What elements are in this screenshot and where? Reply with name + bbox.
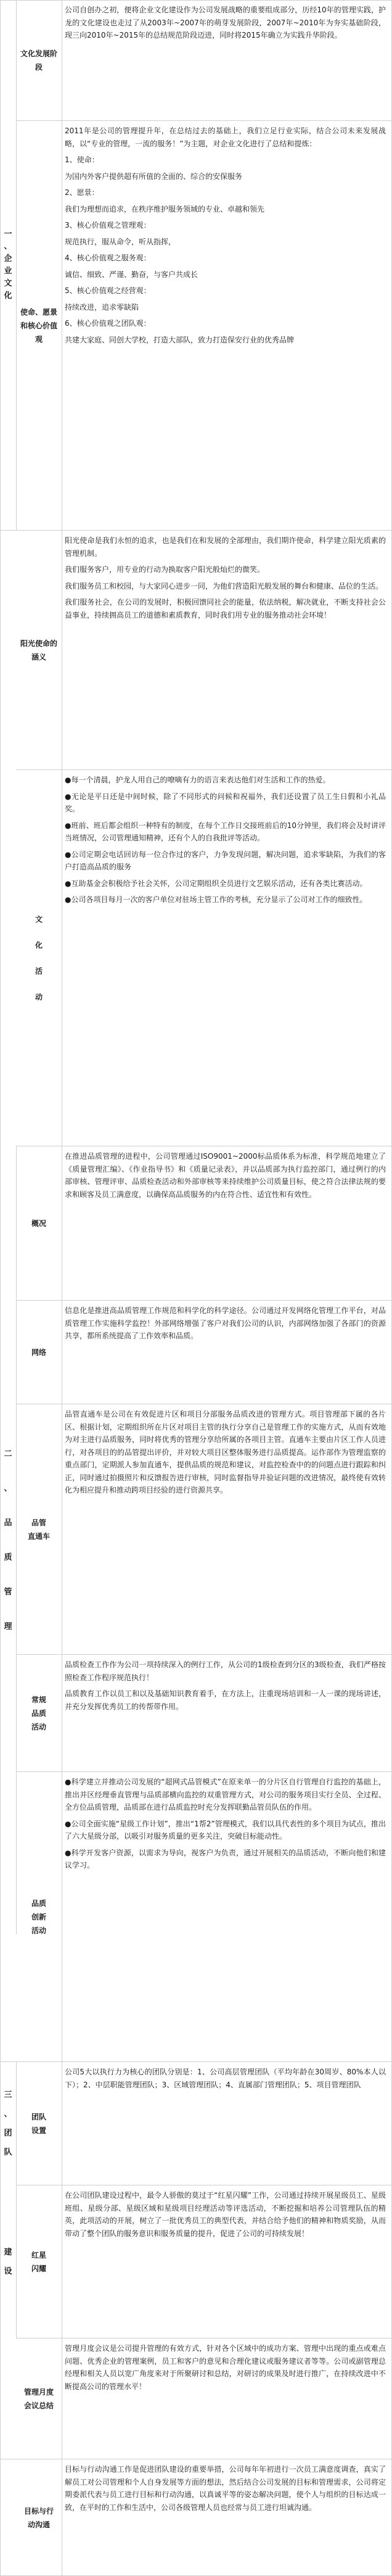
section-two-char: 质 xyxy=(4,1552,12,1562)
section-one-char: 业 xyxy=(4,267,12,276)
row-content xyxy=(62,0,388,121)
content-paragraph: ●公司各项目每月一次的客户单位对驻场主管工作的考核，充分显示了公司对工作的细致性。 xyxy=(65,895,367,904)
row-content xyxy=(62,531,388,770)
row-label xyxy=(16,770,62,1146)
row-label-text: 管理月度 xyxy=(23,2388,54,2396)
content-paragraph: ●科学建立并推动公司发展的“超网式品管模式”在原来单一的分片区自行管理自行监控的基础上，推出并区经理垂直管理与品质部横向监控的双重管理方式，对公司的服务项目实行全员、全过程、全方位品质管理，品质部在进行品质监控时充分发挥联勤品管员队伍的作用。 xyxy=(65,1778,386,1812)
content-paragraph: 我们服务员工和校园，与大家同心进步一同，为他们营造阳光般发展的舞台和健康、品位的生活。 xyxy=(65,581,383,590)
table-row xyxy=(0,121,392,531)
section-two-char: 品 xyxy=(4,1518,12,1528)
row-label xyxy=(16,531,62,770)
row-label-text: 活 xyxy=(35,967,43,975)
section-char: 三 xyxy=(4,2090,12,2100)
row-content xyxy=(62,2185,388,2338)
row-content xyxy=(62,1655,388,1772)
row-label-text: 会议总结 xyxy=(23,2401,54,2410)
table-row xyxy=(0,1404,392,1655)
content-paragraph: 品管直通车是公司在有效促进片区和项目分部服务品质改进的管理方式。项目管理部下属的各片区、根据计划，定期组织所在片区对项目主管的执行分享自己是管理工作的实施方式，从而有效地为对主进行品质服务，同时将优秀的管理分享给所属的各项目主管。直通车主要由片区工作人员进行，对各项目的的品管提出评价，并对较大项目区整体服务进行品质提高。运作部作为管理监察的重点部门，定期派人参加直通车，提供品质的规范和建议，对监控检查中的的问题点进行跟踪和纠正，同时通过拍摄照片和反馈报告进行审核，同时监督指导并验证问题的改进情况，最终使有效转化为相应提升和推动跨项目经验的进行资源共享。 xyxy=(65,1410,386,1494)
content-paragraph: 管理月度会议是公司提升管理的有效方式，针对各个区域中的成功方案、管理中出现的重点或难点问题、优秀企业的管理案例，员工和客户的意见和合理化建议或服务建议者等等。公司或副管理总经理和相关人员以宽广角度来对于所聚研讨和总结，对研讨的成果及时进行推广，在持续改进中不断提高公司的管理水平！ xyxy=(65,2344,386,2391)
content-paragraph: 4、核心价值观之服务观： xyxy=(65,254,151,262)
table-row xyxy=(0,531,392,770)
table-row xyxy=(0,1301,392,1404)
table-row xyxy=(0,1655,392,1772)
content-paragraph: 3、核心价值观之管理观： xyxy=(65,221,151,230)
section-char: 队 xyxy=(4,2148,12,2157)
content-paragraph: 共建大家庭、同创大学校，打造大部队，致力打造保安行业的优秀品牌 xyxy=(65,335,295,344)
content-paragraph: ●科学开发客户资源，以需求为导向，视客户为负责，通过开展相关的品质活动，不断向他们和建议学习。 xyxy=(65,1848,386,1870)
row-label-text: 红星 xyxy=(31,2251,46,2259)
content-paragraph: 我们服务社会，在公司的发展时，积极回馈同社会的能量，依法纳税，解决就业，不断支持社会公益事业，持续拥高员工的道德和素质教育，同时我们用专业的服务推动社会环境！ xyxy=(65,598,386,619)
content-paragraph: 6、核心价值观之团队观： xyxy=(65,319,151,328)
row-label-text: 品管 xyxy=(31,1518,46,1527)
content-paragraph: 持续改进，追求零缺陷 xyxy=(65,302,139,312)
row-content xyxy=(62,121,388,531)
section-char: 建 xyxy=(4,2248,12,2257)
row-content xyxy=(62,2062,388,2185)
row-content xyxy=(62,2338,388,2459)
content-paragraph: 诚信、细致、严谨、勤奋，与客户共成长 xyxy=(65,270,198,279)
row-content xyxy=(62,2459,388,2576)
content-paragraph: 品质教育工作以员工和以及基础知识教育着手，在方法上，注重现场培训和一人一课的现场讲述，并充分发挥优秀员工的传帮带作用。 xyxy=(65,1689,386,1711)
row-label-text: 常规 xyxy=(31,1696,46,1704)
row-label-text: 阳光使命的涵义 xyxy=(20,639,58,661)
row-label xyxy=(16,2185,62,2338)
row-content xyxy=(62,1301,388,1404)
row-label xyxy=(16,2062,62,2185)
row-label xyxy=(16,0,62,121)
content-paragraph: ●公司定期会电话回访每一位合作过的客户，力争发现问题，解决问题，追求零缺陷，为我们的客户打造高品质的服务 xyxy=(65,850,386,871)
row-label xyxy=(16,1772,62,2062)
content-paragraph: 为国内外客户提供超有所值的全面的、综合的安保服务 xyxy=(65,172,243,181)
section-two-char: 管 xyxy=(4,1587,12,1597)
table-row xyxy=(0,770,392,1146)
row-label-text: 化 xyxy=(35,941,43,950)
section-cell xyxy=(0,2185,17,2338)
row-content xyxy=(62,1146,388,1301)
row-label-text: 概况 xyxy=(31,1219,46,1228)
content-paragraph: 公司5大以执行力为核心的团队分别是：1、公司高层管理团队（平均年龄在30周岁、80%本人以下）；2、中层职能管理团队；3、区域管理团队；4、直属部门管理团队；5、项目管理团队 xyxy=(65,2068,386,2089)
content-paragraph: ●互助基金会积极给予社会关怀，公司定期组织全员进行文艺娱乐活动，还有各类比赛活动。 xyxy=(65,879,367,888)
row-label-text: 闪耀 xyxy=(31,2264,46,2273)
content-paragraph: 信息化是推进高品质管理工作规范和科学化的科学途径。公司通过开发网络化管理工作平台，对品质管理工作实施科学监控！外部网络增强了客户对我们公司的认识，内部网络加强了各部门的资源共享，都所系统提高了工作效率和品质。 xyxy=(65,1306,386,1340)
content-paragraph: 公司自创办之初，便将企业文化建设作为公司发展战略的重要组成部分，历经10年的管理实践，护龙的文化建设也走过了从2003年~2007年的萌芽发展阶段，2007年~2010年为夯实基础阶段，现三向2010年~2015年的总结规范阶段迈进，同时将2015年确立为实践升华阶段。 xyxy=(65,6,386,39)
content-paragraph: 在推进品质管理的进程中，公司管理通过ISO9001~2000标品质体系为标准，科学规范地建立了《质量管理汇编》、《作业指导书》和《质量记录表》，并以品质部为执行监控部门，通过例行的内部审核、管理评审、品质检查活动和外部审核等来持续维护公司质量目标，使之符合法律法规的要求和顾客及员工满意度，以确保高品质服务的内在符合性、适宜性和有效性。 xyxy=(65,1152,386,1199)
content-paragraph: 我们服务客户，用专业的行动为换取客户阳光般灿烂的微笑。 xyxy=(65,565,265,574)
table-row xyxy=(0,2062,392,2185)
row-label-text: 动 xyxy=(35,993,43,1001)
section-char: 、 xyxy=(4,2110,12,2119)
row-content xyxy=(62,770,388,1146)
row-label-text: 品质 xyxy=(31,1899,46,1908)
section-one-char: 、 xyxy=(4,242,12,251)
table-row xyxy=(0,2459,392,2576)
row-label-text: 活动 xyxy=(31,1723,46,1731)
section-one-char: 化 xyxy=(4,291,12,300)
table-row xyxy=(0,2338,392,2459)
row-label-text: 文化发展阶段 xyxy=(20,49,58,72)
content-paragraph: ●无论是平日还是中间时候，除了不同形式的问候和祝福外，我们还设置了员工生日假和小礼品奖。 xyxy=(65,792,386,813)
row-label-text: 网络 xyxy=(31,1348,46,1357)
section-one-char: 一 xyxy=(4,230,12,239)
content-paragraph: ●公司全面实施“星级工作计划”，推出“1帮2”管理模式，我们以具代表性的多个项目为试点，推出了六大星级分部，以吸引对服务质量的更多关注，突破目标能动性。 xyxy=(65,1819,386,1841)
row-label-text: 直通车 xyxy=(27,1532,50,1541)
section-two-char: 理 xyxy=(4,1621,12,1631)
row-label-text: 设置 xyxy=(31,2126,46,2135)
row-label-text: 创新 xyxy=(31,1913,46,1921)
table-row xyxy=(0,1146,392,1301)
section-two-char: 、 xyxy=(4,1483,12,1493)
row-label xyxy=(16,1404,62,1655)
table-row xyxy=(0,2185,392,2338)
content-paragraph: 我们为理想而追求，在秩序维护服务领域的专业、卓越和领先 xyxy=(65,204,265,213)
row-label-text: 使命、愿景和核心价值观 xyxy=(20,308,58,344)
row-label xyxy=(16,1655,62,1772)
row-label xyxy=(16,121,62,531)
row-label xyxy=(16,1301,62,1404)
section-two-char: 二 xyxy=(4,1449,12,1459)
content-paragraph: ●每一个清晨，护龙人用自己的嘹嘀有力的语言来表达他们对生活和工作的热爱。 xyxy=(65,776,330,784)
content-paragraph: 在公司团队建设过程中，最令人骄傲的莫过于“红星闪耀”工作，公司通过持续开展星级员工、星级班组、星级分部、星级区域和星级项目经理活动等评选活动，不断挖掘和培养公司管理队伍的精英，此项活动的开展，树立了一批优秀员工的典型代表，并结合给予他们的精神和物质奖励，从而带动了整个团队的服务意识和服务质量的提升，促进了公司的可持续发展！ xyxy=(65,2191,386,2238)
row-label xyxy=(16,1146,62,1301)
content-paragraph: 5、核心价值观之经营观： xyxy=(65,286,151,295)
content-paragraph: 规范执行，服从命令，听从指挥， xyxy=(65,237,176,246)
row-label-text: 品质 xyxy=(31,1709,46,1718)
content-paragraph: 2、愿景： xyxy=(65,188,99,197)
content-paragraph: 2011年是公司的管理提升年，在总结过去的基础上，我们立足行业实际，结合公司未来发展战略，以“专业的管理，一流的服务！”为主题，对企业文化进行了总结和提炼： xyxy=(65,126,386,148)
content-paragraph: ●班前、班后都会组织一种特有的制度，在每个工作日交接班前后的10分钟里，我们将会及时讲评当班情况，公司管理通知精神，还有个人的自我批评等活动。 xyxy=(65,821,386,842)
row-label-text: 动沟通 xyxy=(27,2520,50,2529)
content-paragraph: 1、使命： xyxy=(65,155,99,164)
section-cell xyxy=(0,2062,17,2185)
row-content xyxy=(62,1404,388,1655)
section-one-char: 文 xyxy=(4,279,12,288)
content-paragraph: 阳光使命是我们永恒的追求，也是我们在和发展的全部理由，我们期许使命，科学建立阳光质素的管理机制。 xyxy=(65,536,386,558)
row-content xyxy=(62,1772,388,2062)
table-row xyxy=(0,1772,392,2062)
table-row xyxy=(0,0,392,121)
section-one-char: 企 xyxy=(4,254,12,263)
row-label-text: 活动 xyxy=(31,1926,46,1935)
section-char: 设 xyxy=(4,2267,12,2276)
row-label xyxy=(16,2338,62,2459)
row-label-text: 团队 xyxy=(31,2113,46,2121)
row-label-text: 文 xyxy=(35,915,43,924)
content-paragraph: 目标与行动沟通工作是促进团队建设的重要举措，公司每年年初进行一次员工满意度调查，真实了解员工对公司管理和个人自身发展等方面的想法，然后结合公司发展的目标和管理需求，公司将定期委派代表与员工进行目标和行动沟通，以真诚平等的姿态解决问题，使个人与组织的目标达成一致，在平时的工作和生活中，公司各级管理人员也经常与员工进行坦诚沟通。 xyxy=(65,2465,386,2512)
row-label xyxy=(16,2459,62,2576)
section-char: 团 xyxy=(4,2129,12,2138)
row-label-text: 目标与行 xyxy=(23,2506,54,2516)
content-paragraph: 品质检查工作作为公司一项持续深入的例行工作，从公司的1级检查到分区的3级检查，我们严格按照检查工作程序规范执行！ xyxy=(65,1660,386,1682)
